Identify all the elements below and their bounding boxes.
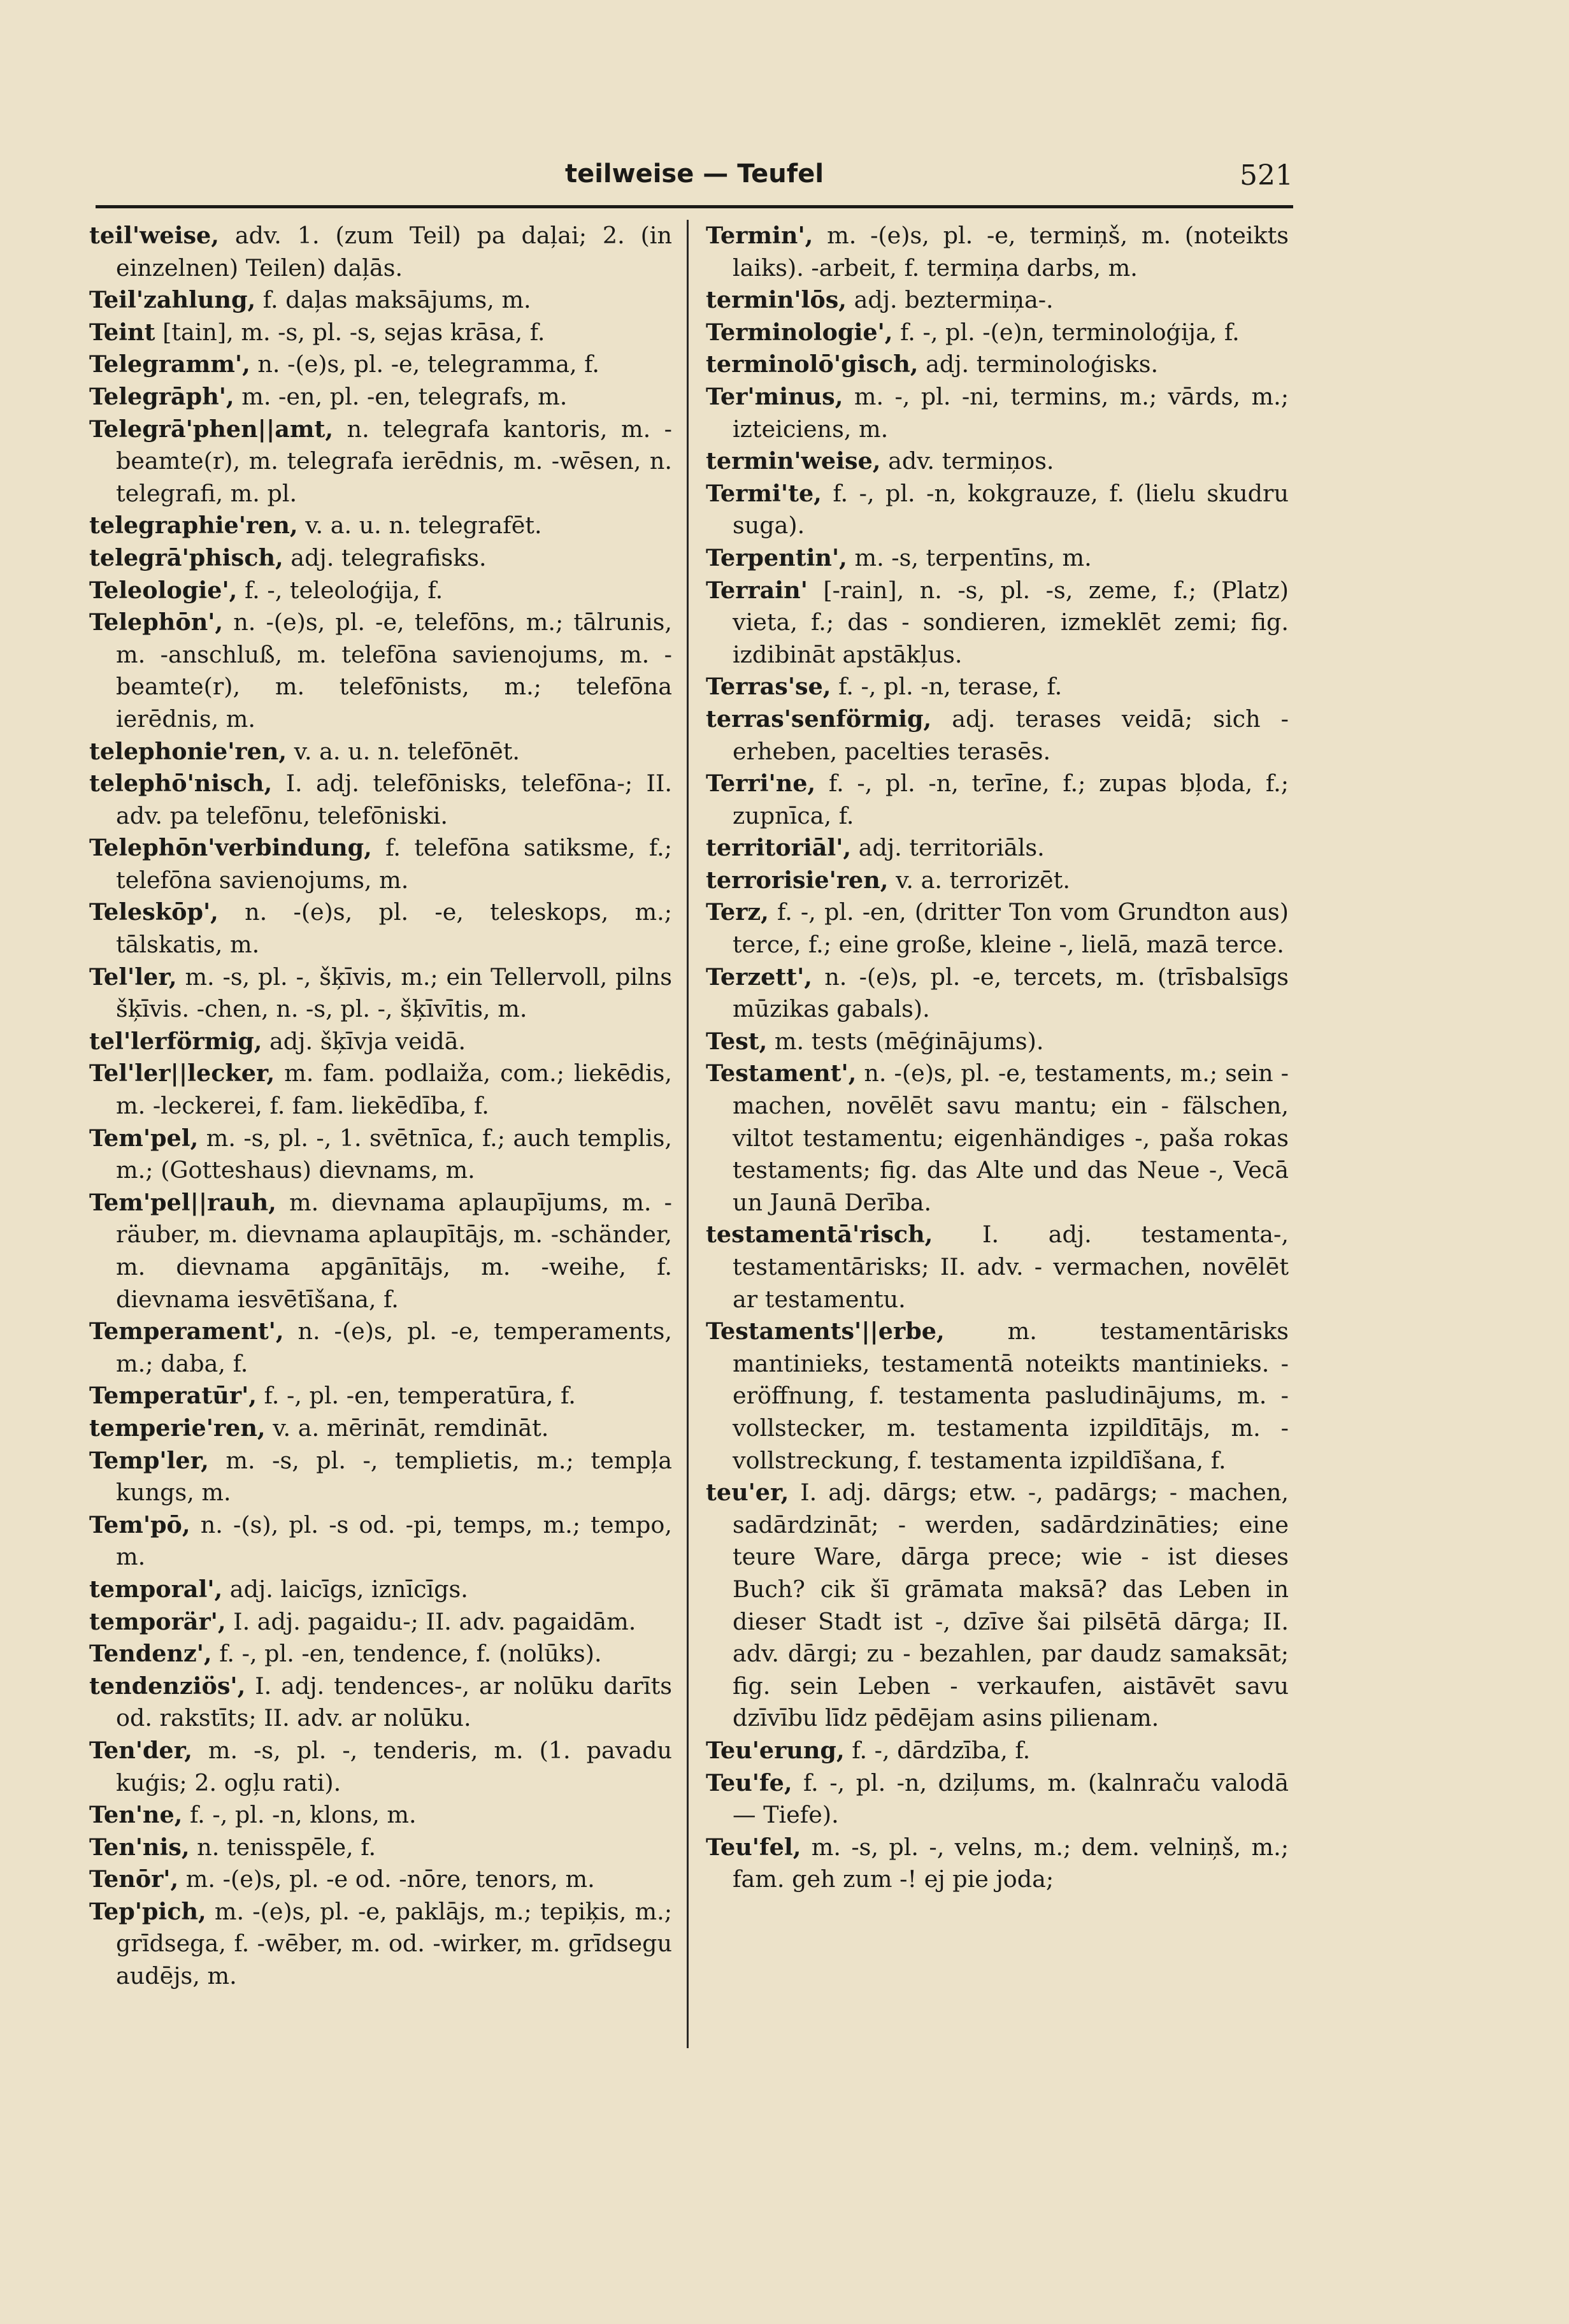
dictionary-entry	[706, 671, 1289, 703]
entry-headword: tendenziös',	[89, 1672, 246, 1700]
entry-definition: [tain], m. -s, pl. -s, sejas krāsa, f.	[155, 318, 545, 346]
dictionary-entry	[706, 832, 1289, 864]
dictionary-entry	[89, 1187, 672, 1316]
dictionary-entry	[706, 478, 1289, 542]
entry-headword: Teleskōp',	[89, 898, 219, 926]
entry-headword: Temperament',	[89, 1317, 284, 1345]
dictionary-entry	[89, 317, 672, 349]
entry-headword: termin'lōs,	[706, 286, 847, 314]
entry-definition: f. -, dārdzība, f.	[844, 1736, 1031, 1764]
dictionary-entry	[706, 1026, 1289, 1058]
dictionary-entry	[89, 1123, 672, 1187]
entry-definition: f. daļas maksājums, m.	[255, 286, 531, 314]
dictionary-entry	[706, 1316, 1289, 1477]
dictionary-entry	[706, 220, 1289, 284]
entry-headword: tel'lerförmig,	[89, 1027, 262, 1055]
dictionary-entry	[89, 1412, 672, 1445]
dictionary-entry	[706, 896, 1289, 961]
entry-definition: f. telefōna satiksme, f.; telefōna savienojums, m.	[116, 834, 672, 894]
dictionary-entry	[89, 768, 672, 832]
entry-headword: testamentā'risch,	[706, 1221, 933, 1249]
entry-headword: Teleologie',	[89, 576, 238, 604]
dictionary-entry	[89, 1058, 672, 1122]
entry-definition: m. -s, pl. -, velns, m.; dem. velniņš, m.; fam. geh zum -! ej pie joda;	[733, 1833, 1289, 1893]
entry-headword: Teu'fe,	[706, 1768, 792, 1797]
entry-definition: n. -(e)s, pl. -e, temperaments, m.; daba, f.	[116, 1317, 672, 1377]
entry-definition: n. telegrafa kantoris, m. -beamte(r), m. telegrafa ierēdnis, m. -wēsen, n. telegrafi, m. pl.	[116, 415, 672, 507]
dictionary-entry	[89, 1606, 672, 1639]
dictionary-entry	[89, 1799, 672, 1832]
entry-headword: Termin',	[706, 222, 813, 249]
left-column	[89, 220, 672, 1993]
entry-definition: I. adj. pagaidu-; II. adv. pagaidām.	[226, 1607, 636, 1635]
entry-headword: Tenōr',	[89, 1865, 179, 1893]
entry-headword: Telegramm',	[89, 350, 250, 378]
entry-definition: n. -(e)s, pl. -e, telegramma, f.	[250, 350, 599, 378]
dictionary-entry	[706, 445, 1289, 478]
entry-headword: Tel'ler||lecker,	[89, 1059, 275, 1087]
entry-definition: f. -, pl. -n, kokgrauze, f. (lielu skudru suga).	[733, 479, 1289, 540]
entry-headword: Tem'pel,	[89, 1124, 199, 1152]
dictionary-entry	[706, 284, 1289, 317]
entry-headword: Telephōn',	[89, 608, 224, 636]
entry-definition: I. adj. dārgs; etw. -, padārgs; - machen, sadārdzināt; - werden, sadārdzināties; eine teure Ware, dārga prece; wie - ist dieses Buch? cik šī grāmata maksā? das Leben in dieser Stadt ist -, dzīve šai pilsētā dārga; II. adv. dārgi; zu - bezahlen, par daudz samaksāt; fig. sein Leben - verkaufen, aistāvēt savu dzīvību līdz pēdējam asins pilienam.	[733, 1479, 1289, 1732]
entry-definition: adj. telegrafisks.	[283, 543, 487, 571]
dictionary-entry	[89, 896, 672, 961]
dictionary-entry	[89, 736, 672, 768]
entry-definition: f. -, pl. -n, dziļums, m. (kalnraču valodā — Tiefe).	[733, 1768, 1289, 1829]
entry-definition: f. -, pl. -en, tendence, f. (nolūks).	[211, 1640, 602, 1668]
entry-definition: f. -, pl. -en, temperatūra, f.	[256, 1382, 576, 1410]
entry-definition: m. dievnama aplaupījums, m. -räuber, m. dievnama aplaupītājs, m. -schänder, m. dievnama apgānītājs, m. -weihe, f. dievnama iesvētīšana, f.	[116, 1188, 672, 1313]
dictionary-entry	[89, 1380, 672, 1412]
entry-headword: temperie'ren,	[89, 1414, 266, 1442]
entry-definition: adj. terminoloģisks.	[918, 350, 1159, 378]
entry-headword: Tem'pel||rauh,	[89, 1188, 276, 1216]
entry-headword: temporär',	[89, 1607, 226, 1635]
entry-headword: Test,	[706, 1027, 768, 1055]
dictionary-entry	[89, 1026, 672, 1058]
dictionary-entry	[89, 284, 672, 317]
entry-definition: m. -(e)s, pl. -e, termiņš, m. (noteikts laiks). -arbeit, f. termiņa darbs, m.	[733, 222, 1289, 282]
entry-definition: m. testamentārisks mantinieks, testamentā noteikts mantinieks. -eröffnung, f. testamenta pasludinājums, m. -vollstecker, m. testamenta izpildītājs, m. -vollstreckung, f. testamenta izpildīšana, f.	[733, 1317, 1289, 1474]
dictionary-entry	[89, 1638, 672, 1670]
entry-definition: m. fam. podlaiža, com.; liekēdis, m. -leckerei, f. fam. liekēdība, f.	[116, 1059, 672, 1120]
entry-headword: Teu'erung,	[706, 1736, 845, 1764]
dictionary-entry	[706, 1058, 1289, 1219]
entry-headword: Terz,	[706, 898, 769, 926]
entry-definition: m. -(e)s, pl. -e od. -nōre, tenors, m.	[178, 1865, 595, 1893]
entry-headword: Ten'nis,	[89, 1833, 190, 1861]
dictionary-entry	[706, 381, 1289, 445]
entry-headword: Testaments'||erbe,	[706, 1317, 945, 1345]
dictionary-entry	[706, 1735, 1289, 1767]
dictionary-entry	[89, 220, 672, 284]
entry-definition: m. -s, pl. -, tenderis, m. (1. pavadu kuģis; 2. ogļu rati).	[116, 1736, 672, 1797]
dictionary-entry	[89, 542, 672, 575]
dictionary-entry	[89, 510, 672, 542]
dictionary-entry	[706, 961, 1289, 1026]
dictionary-entry	[89, 1574, 672, 1606]
entry-headword: telephō'nisch,	[89, 770, 273, 798]
right-column	[706, 220, 1289, 1896]
dictionary-entry	[89, 1832, 672, 1864]
entry-definition: m. -s, pl. -, templietis, m.; tempļa kungs, m.	[116, 1446, 672, 1507]
entry-definition: I. adj. testamenta-, testamentārisks; II. adv. - vermachen, novēlēt ar testamentu.	[733, 1221, 1289, 1313]
entry-definition: m. -s, pl. -, 1. svētnīca, f.; auch templis, m.; (Gotteshaus) dievnams, m.	[116, 1124, 672, 1184]
entry-definition: adv. 1. (zum Teil) pa daļai; 2. (in einzelnen) Teilen) daļās.	[116, 222, 672, 282]
entry-definition: v. a. u. n. telefōnēt.	[287, 737, 520, 765]
entry-headword: Tem'pō,	[89, 1510, 190, 1539]
entry-definition: I. adj. telefōnisks, telefōna-; II. adv. pa telefōnu, telefōniski.	[116, 770, 672, 829]
entry-headword: Terri'ne,	[706, 770, 816, 798]
entry-definition: f. -, pl. -n, klons, m.	[182, 1801, 417, 1829]
dictionary-entry	[706, 348, 1289, 381]
dictionary-entry	[706, 575, 1289, 671]
dictionary-entry	[706, 317, 1289, 349]
entry-headword: Telegrā'phen||amt,	[89, 415, 334, 443]
entry-definition: adj. terases veidā; sich - erheben, pacelties terasēs.	[733, 705, 1289, 765]
entry-headword: Terminologie',	[706, 318, 893, 346]
entry-headword: Terpentin',	[706, 543, 847, 571]
entry-definition: f. -, teleoloģija, f.	[237, 576, 443, 604]
entry-definition: adj. beztermiņa-.	[846, 286, 1054, 314]
dictionary-entry	[706, 768, 1289, 832]
dictionary-entry	[89, 413, 672, 510]
entry-definition: n. -(e)s, pl. -e, telefōns, m.; tālrunis, m. -anschluß, m. telefōna savienojums, m. -beamte(r), m. telefōnists, m.; telefōna ierēdnis, m.	[116, 608, 672, 733]
entry-headword: Ter'minus,	[706, 382, 843, 410]
dictionary-entry	[89, 1509, 672, 1574]
entry-definition: n. tenisspēle, f.	[189, 1833, 376, 1861]
dictionary-entry	[706, 864, 1289, 897]
entry-headword: Termi'te,	[706, 479, 822, 507]
entry-headword: Teil'zahlung,	[89, 286, 256, 314]
entry-headword: Terrain'	[706, 576, 808, 604]
entry-definition: f. -, pl. -en, (dritter Ton vom Grundton aus) terce, f.; eine große, kleine -, lielā, mazā terce.	[733, 898, 1289, 959]
dictionary-entry	[89, 381, 672, 413]
entry-definition: v. a. mērināt, remdināt.	[265, 1414, 549, 1442]
entry-definition: m. tests (mēģinājums).	[767, 1027, 1044, 1055]
entry-definition: m. -(e)s, pl. -e, paklājs, m.; tepiķis, m.; grīdsega, f. -wēber, m. od. -wirker, m. grīdsegu audējs, m.	[116, 1897, 672, 1990]
entry-definition: adj. territoriāls.	[851, 834, 1045, 862]
entry-headword: Terzett',	[706, 963, 812, 991]
column-divider	[687, 220, 689, 2048]
entry-headword: Ten'ne,	[89, 1801, 183, 1829]
entry-definition: f. -, pl. -(e)n, terminoloģija, f.	[892, 318, 1240, 346]
dictionary-entry	[706, 1219, 1289, 1316]
entry-definition: m. -s, terpentīns, m.	[847, 543, 1092, 571]
entry-headword: terrorisie'ren,	[706, 866, 889, 894]
entry-definition: v. a. terrorizēt.	[888, 866, 1070, 894]
dictionary-entry	[706, 1767, 1289, 1832]
dictionary-entry	[89, 1863, 672, 1896]
entry-headword: Terras'se,	[706, 673, 831, 701]
entry-definition: [-rain], n. -s, pl. -s, zeme, f.; (Platz) vieta, f.; das - sondieren, izmeklēt zemi; fig. izdibināt apstākļus.	[733, 576, 1289, 668]
entry-definition: n. -(e)s, pl. -e, teleskops, m.; tālskatis, m.	[116, 898, 672, 959]
entry-definition: adv. termiņos.	[880, 447, 1054, 475]
entry-headword: Teu'fel,	[706, 1833, 801, 1861]
dictionary-entry	[706, 1832, 1289, 1896]
entry-headword: Ten'der,	[89, 1736, 192, 1764]
dictionary-entry	[706, 1477, 1289, 1735]
entry-headword: Tep'pich,	[89, 1897, 206, 1925]
entry-headword: Tendenz',	[89, 1640, 212, 1668]
entry-definition: v. a. u. n. telegrafēt.	[297, 512, 542, 540]
entry-headword: Temperatūr',	[89, 1382, 257, 1410]
entry-headword: Telegrāph',	[89, 382, 234, 410]
entry-definition: m. -s, pl. -, šķīvis, m.; ein Tellervoll, pilns šķīvis. -chen, n. -s, pl. -, šķīvītis, m.	[116, 963, 672, 1023]
entry-headword: Tel'ler,	[89, 963, 177, 991]
entry-headword: termin'weise,	[706, 447, 881, 475]
dictionary-entry	[89, 1445, 672, 1509]
entry-definition: n. -(e)s, pl. -e, tercets, m. (trīsbalsīgs mūzikas gabals).	[733, 963, 1289, 1023]
dictionary-entry	[89, 1670, 672, 1735]
entry-headword: telegrā'phisch,	[89, 543, 283, 571]
entry-headword: teu'er,	[706, 1479, 789, 1507]
entry-headword: telephonie'ren,	[89, 737, 287, 765]
dictionary-entry	[89, 832, 672, 896]
running-head: teilweise — Teufel	[564, 159, 824, 189]
entry-headword: Temp'ler,	[89, 1446, 209, 1474]
dictionary-entry	[89, 1896, 672, 1993]
dictionary-entry	[706, 703, 1289, 768]
entry-definition: f. -, pl. -n, terīne, f.; zupas bļoda, f.; zupnīca, f.	[733, 770, 1289, 829]
entry-headword: terras'senförmig,	[706, 705, 932, 733]
entry-headword: telegraphie'ren,	[89, 512, 298, 540]
dictionary-entry	[89, 1735, 672, 1799]
entry-headword: Telephōn'verbindung,	[89, 834, 372, 862]
dictionary-entry	[89, 1316, 672, 1380]
entry-definition: m. -en, pl. -en, telegrafs, m.	[234, 382, 568, 410]
entry-headword: teil'weise,	[89, 222, 219, 249]
entry-definition: I. adj. tendences-, ar nolūku darīts od. rakstīts; II. adv. ar nolūku.	[116, 1672, 672, 1732]
entry-headword: territoriāl',	[706, 834, 852, 862]
entry-definition: n. -(e)s, pl. -e, testaments, m.; sein - machen, novēlēt savu mantu; ein - fälschen, viltot testamentu; eigenhändiges -, paša rokas testaments; fig. das Alte und das Neue -, Vecā un Jaunā Derība.	[733, 1059, 1289, 1216]
entry-headword: terminolō'gisch,	[706, 350, 919, 378]
entry-definition: m. -, pl. -ni, termins, m.; vārds, m.; izteiciens, m.	[733, 382, 1289, 443]
page-header	[96, 148, 1293, 208]
dictionary-entry	[89, 606, 672, 735]
page-number: 521	[1240, 159, 1293, 192]
entry-headword: Teint	[89, 318, 155, 346]
entry-definition: adj. šķīvja veidā.	[262, 1027, 466, 1055]
entry-headword: temporal',	[89, 1575, 223, 1603]
entry-headword: Testament',	[706, 1059, 857, 1087]
entry-definition: n. -(s), pl. -s od. -pi, temps, m.; tempo, m.	[116, 1510, 672, 1571]
dictionary-entry	[89, 348, 672, 381]
entry-definition: f. -, pl. -n, terase, f.	[831, 673, 1063, 701]
dictionary-entry	[89, 575, 672, 607]
dictionary-entry	[89, 961, 672, 1026]
entry-definition: adj. laicīgs, iznīcīgs.	[222, 1575, 468, 1603]
dictionary-entry	[706, 542, 1289, 575]
